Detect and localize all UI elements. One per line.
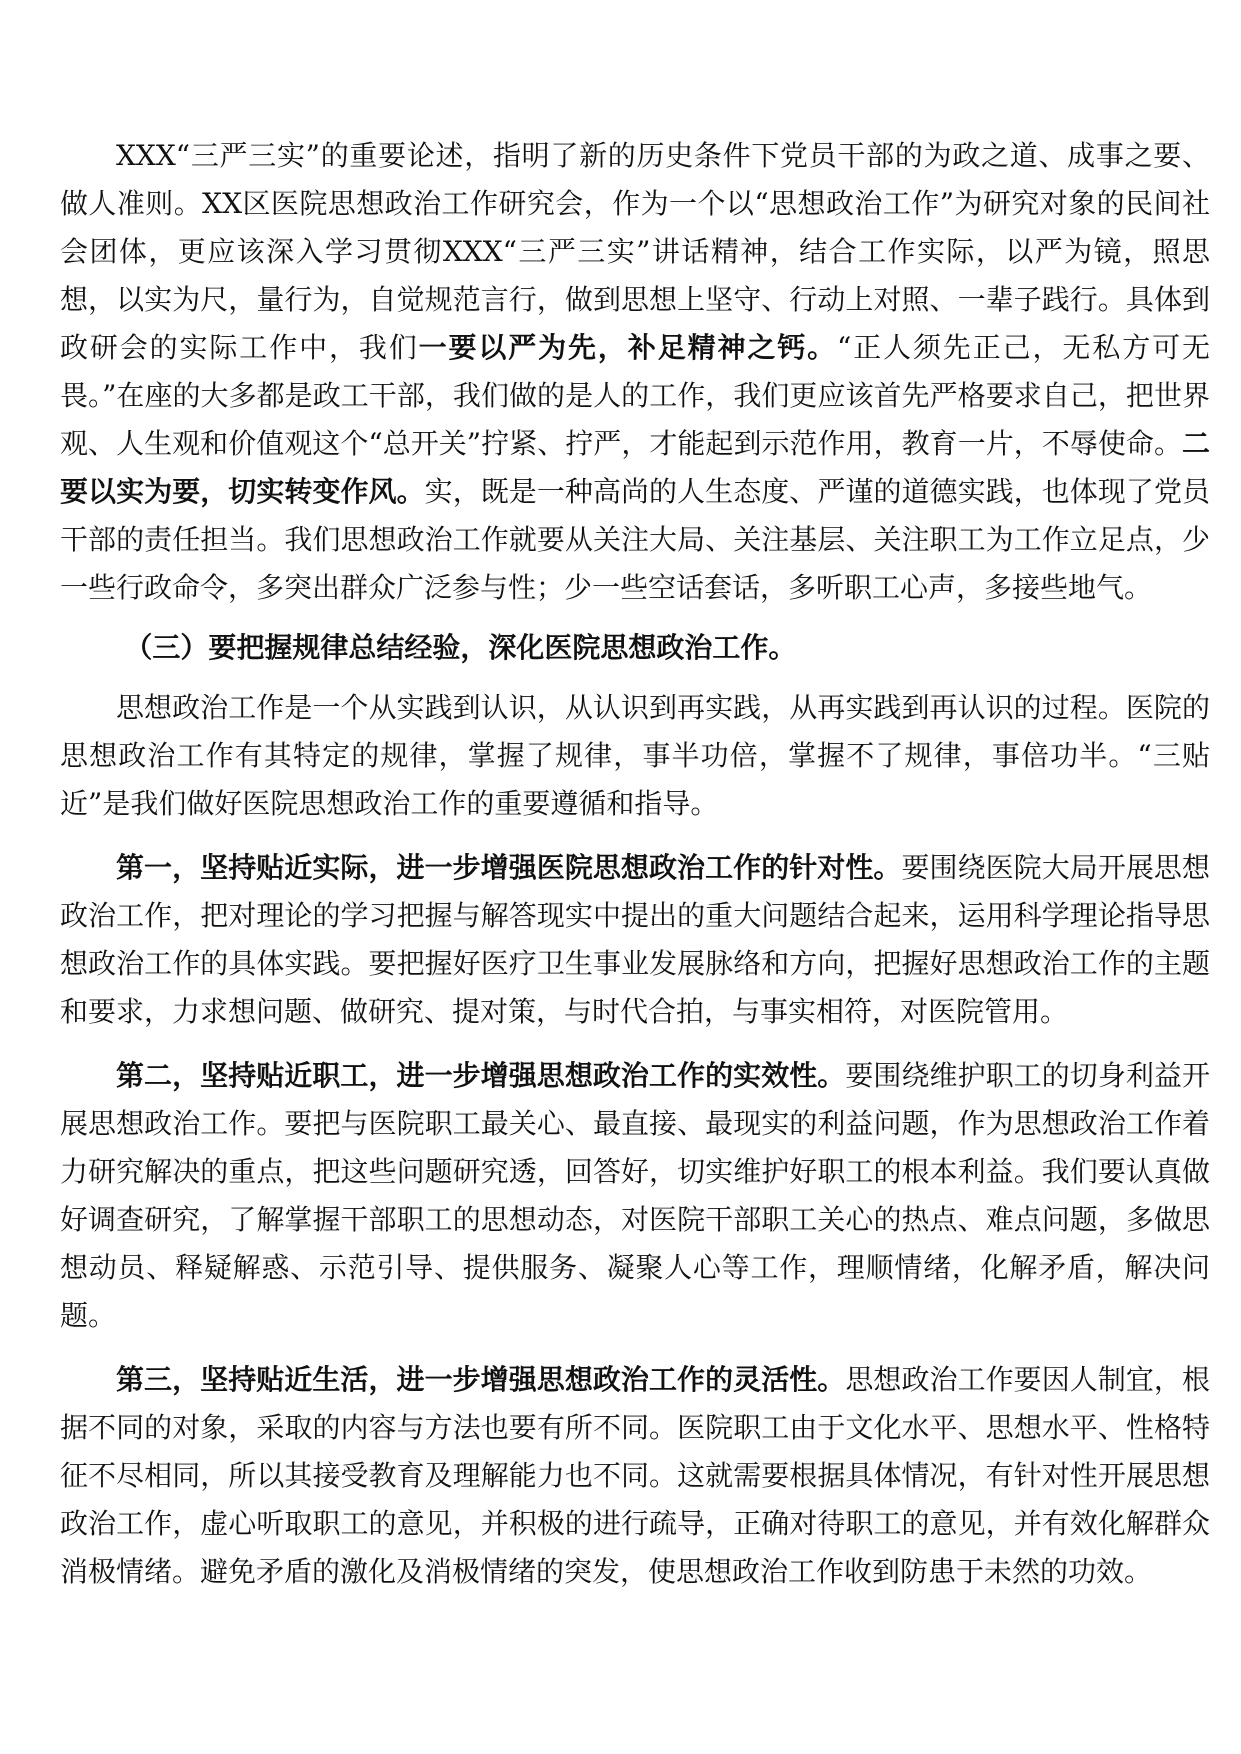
bold-point-two: 二要以实为要，切实转变作风。 <box>60 427 1210 508</box>
section-heading: （三）要把握规律总结经验，深化医院思想政治工作。 <box>124 631 797 664</box>
bold-lead-third: 第三，坚持贴近生活，进一步增强思想政治工作的灵活性。 <box>116 1363 846 1396</box>
paragraph-second <box>60 1052 1210 1340</box>
paragraph-text: XXX“三严三实”的重要论述，指明了新的历史条件下党员干部的为政之道、成事之要、做人准则。XX区医院思想政治工作研究会，作为一个以“思想政治工作”为研究对象的民间社会团体，更应该深入学习贯彻XXX“三严三实”讲话精神，结合工作实际，以严为镜，照思想，以实为尺，量行为，自觉规范言行，做到思想上坚守、行动上对照、一辈子践行。具体到政研会的实际工作中，我们 <box>60 139 1210 364</box>
paragraph-text: 要围绕医院大局开展思想政治工作，把对理论的学习把握与解答现实中提出的重大问题结合起来，运用科学理论指导思想政治工作的具体实践。要把握好医疗卫生事业发展脉络和方向，把握好思想政治工作的主题和要求，力求想问题、做研究、提对策，与时代合拍，与事实相符，对医院管用。 <box>60 851 1210 1028</box>
paragraph-text: 思想政治工作要因人制宜，根据不同的对象，采取的内容与方法也要有所不同。医院职工由于文化水平、思想水平、性格特征不尽相同，所以其接受教育及理解能力也不同。这就需要根据具体情况，有针对性开展思想政治工作，虚心听取职工的意见，并积极的进行疏导，正确对待职工的意见，并有效化解群众消极情绪。避免矛盾的激化及消极情绪的突发，使思想政治工作收到防患于未然的功效。 <box>60 1363 1210 1588</box>
paragraph-intro: 思想政治工作是一个从实践到认识，从认识到再实践，从再实践到再认识的过程。医院的思想政治工作有其特定的规律，掌握了规律，事半功倍，掌握不了规律，事倍功半。“三贴近”是我们做好医院思想政治工作的重要遵循和指导。 <box>60 691 1210 820</box>
paragraph-text: “正人须先正己，无私方可无畏。”在座的大多都是政工干部，我们做的是人的工作，我们更应该首先严格要求自己，把世界观、人生观和价值观这个“总开关”拧紧、拧严，才能起到示范作用，教育一片，不辱使命。 <box>60 331 1210 460</box>
bold-lead-first: 第一，坚持贴近实际，进一步增强医院思想政治工作的针对性。 <box>116 851 902 884</box>
paragraph-third <box>60 1356 1210 1596</box>
paragraph-first <box>60 844 1210 1036</box>
bold-lead-second: 第二，坚持贴近职工，进一步增强思想政治工作的实效性。 <box>116 1059 846 1092</box>
paragraph-text: 要围绕维护职工的切身利益开展思想政治工作。要把与医院职工最关心、最直接、最现实的利益问题，作为思想政治工作着力研究解决的重点，把这些问题研究透，回答好，切实维护好职工的根本利益。我们要认真做好调查研究，了解掌握干部职工的思想动态，对医院干部职工关心的热点、难点问题，多做思想动员、释疑解惑、示范引导、提供服务、凝聚人心等工作，理顺情绪，化解矛盾，解决问题。 <box>60 1059 1210 1332</box>
document-body <box>60 132 1210 1596</box>
paragraph-three-stricts <box>60 132 1210 612</box>
paragraph-text: 实，既是一种高尚的人生态度、严谨的道德实践，也体现了党员干部的责任担当。我们思想政治工作就要从关注大局、关注基层、关注职工为工作立足点，少一些行政命令，多突出群众广泛参与性；少一些空话套话，多听职工心声，多接些地气。 <box>60 475 1210 604</box>
bold-point-one: 一要以严为先，补足精神之钙。 <box>418 331 838 364</box>
